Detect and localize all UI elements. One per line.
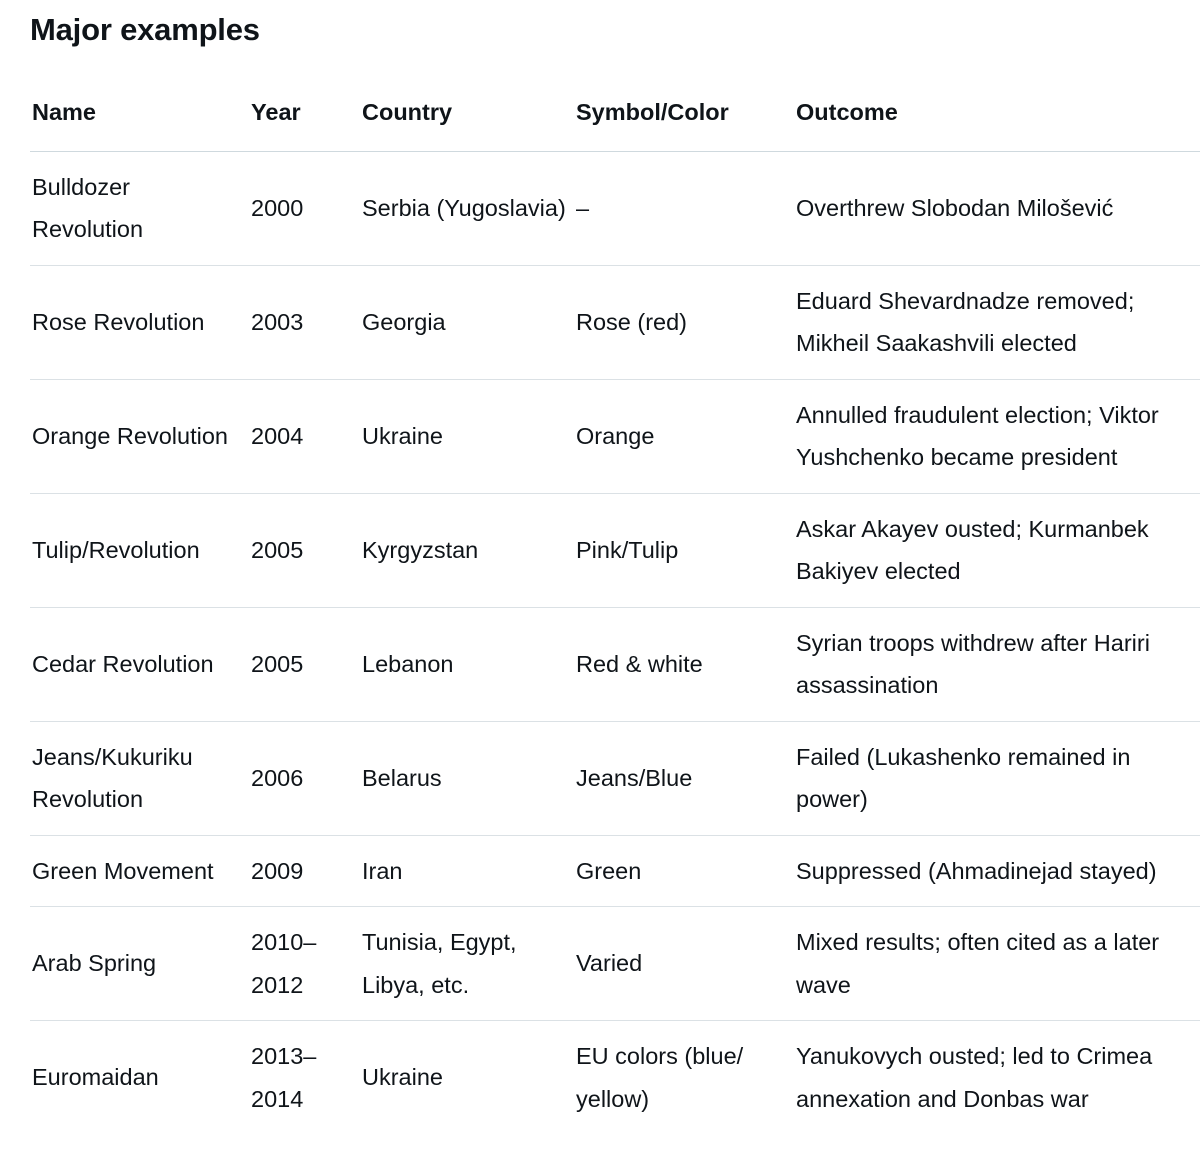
- section-title: Major examples: [30, 12, 260, 47]
- table-header-row: [30, 81, 1200, 151]
- header-symbol-color: Symbol/Color: [574, 81, 794, 151]
- cell-outcome: Overthrew Slobodan Milošević: [794, 151, 1200, 265]
- header-outcome: Outcome: [794, 81, 1200, 151]
- header-name: Name: [30, 81, 249, 151]
- cell-name: Jeans/Kukuriku Revolution: [30, 721, 249, 835]
- table-row: [30, 151, 1200, 265]
- cell-symbol-color: Pink/Tulip: [574, 493, 794, 607]
- cell-country: Iran: [360, 835, 574, 907]
- cell-country: Georgia: [360, 265, 574, 379]
- table-row: [30, 1021, 1200, 1135]
- cell-year: 2009: [249, 835, 360, 907]
- cell-name: Rose Revolution: [30, 265, 249, 379]
- cell-country: Tunisia, Egypt, Libya, etc.: [360, 907, 574, 1021]
- cell-symbol-color: Jeans/Blue: [574, 721, 794, 835]
- cell-name: Green Movement: [30, 835, 249, 907]
- cell-year: 2013–2014: [251, 1043, 317, 1112]
- header-country: Country: [360, 81, 574, 151]
- table-row: [30, 607, 1200, 721]
- cell-country: Ukraine: [360, 379, 574, 493]
- cell-outcome: Syrian troops withdrew after Hariri assassination: [794, 607, 1200, 721]
- cell-symbol-color: Varied: [574, 907, 794, 1021]
- header-year: Year: [249, 81, 360, 151]
- cell-name: Euromaidan: [32, 1064, 159, 1091]
- cell-outcome: Askar Akayev ousted; Kurmanbek Bakiyev elected: [794, 493, 1200, 607]
- table-row: [30, 493, 1200, 607]
- cell-country: Lebanon: [360, 607, 574, 721]
- cell-name: Tulip/Revolution: [30, 493, 249, 607]
- cell-symbol-color: Orange: [574, 379, 794, 493]
- table-row: [30, 907, 1200, 1021]
- cell-symbol-color: EU colors (blue/ yellow): [576, 1043, 744, 1112]
- cell-outcome: Eduard Shevardnadze removed; Mikheil Saakashvili elected: [794, 265, 1200, 379]
- cell-name: Bulldozer Revolution: [30, 151, 249, 265]
- cell-symbol-color: Green: [574, 835, 794, 907]
- table-row: [30, 835, 1200, 907]
- cell-symbol-color: Rose (red): [574, 265, 794, 379]
- cell-outcome: Suppressed (Ahmadinejad stayed): [794, 835, 1200, 907]
- cell-outcome: Annulled fraudulent election; Viktor Yushchenko became president: [794, 379, 1200, 493]
- cell-country: Kyrgyzstan: [360, 493, 574, 607]
- cell-year: 2004: [249, 379, 360, 493]
- cell-year: 2000: [249, 151, 360, 265]
- cell-year: 2003: [249, 265, 360, 379]
- cell-outcome: Mixed results; often cited as a later wave: [794, 907, 1200, 1021]
- table-row: [30, 265, 1200, 379]
- cell-country: Serbia (Yugoslavia): [360, 151, 574, 265]
- table-row: [30, 721, 1200, 835]
- cell-name: Cedar Revolution: [30, 607, 249, 721]
- cell-outcome: Failed (Lukashenko remained in power): [794, 721, 1200, 835]
- cell-symbol-color: –: [574, 151, 794, 265]
- cell-year: 2005: [249, 493, 360, 607]
- cell-outcome: Yanukovych ousted; led to Crimea annexation and Donbas war: [796, 1043, 1153, 1112]
- examples-table: [30, 81, 1200, 1134]
- cell-name: Orange Revolution: [30, 379, 249, 493]
- cell-symbol-color: Red & white: [574, 607, 794, 721]
- cell-year: 2005: [249, 607, 360, 721]
- cell-country: Ukraine: [362, 1064, 443, 1091]
- cell-country: Belarus: [360, 721, 574, 835]
- cell-year: 2006: [249, 721, 360, 835]
- cell-year: 2010–2012: [249, 907, 360, 1021]
- cell-name: Arab Spring: [30, 907, 249, 1021]
- table-row: [30, 379, 1200, 493]
